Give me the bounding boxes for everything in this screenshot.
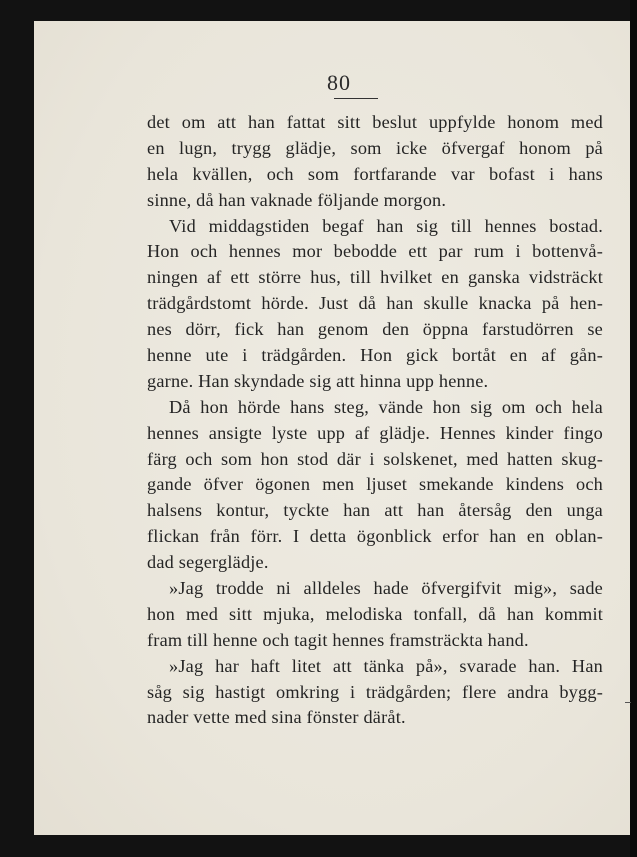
dark-background-edge bbox=[630, 0, 637, 857]
text-line: hennes ansigte lyste upp af glädje. Hennes kinder fingo bbox=[147, 422, 603, 443]
text-line: halsens kontur, tyckte han att han återsåg den unga bbox=[147, 500, 603, 521]
text-line: garne. Han skyndade sig att hinna upp henne. bbox=[147, 370, 489, 391]
text-line: hela kvällen, och som fortfarande var bofast i hans bbox=[147, 163, 603, 184]
margin-mark bbox=[625, 702, 631, 703]
text-line: nader vette med sina fönster däråt. bbox=[147, 707, 406, 728]
text-line: sinne, då han vaknade följande morgon. bbox=[147, 189, 447, 210]
page-number: 80 bbox=[327, 70, 351, 95]
text-line: ningen af ett större hus, till hvilket en ganska vidsträckt bbox=[147, 267, 603, 288]
page-number-rule bbox=[334, 98, 378, 99]
text-line: färg och som hon stod där i solskenet, med hatten skug- bbox=[147, 448, 603, 469]
body-text bbox=[147, 110, 603, 731]
text-line: trädgårdstomt hörde. Just då han skulle knacka på hen- bbox=[147, 293, 603, 314]
text-line: flickan från förr. I detta ögonblick erfor han en oblan- bbox=[147, 526, 603, 547]
text-line: nes dörr, fick han genom den öppna farstudörren se bbox=[147, 319, 603, 340]
text-line: Hon och hennes mor bebodde ett par rum i bottenvå- bbox=[147, 241, 603, 262]
text-line: gande öfver ögonen men ljuset smekande kindens och bbox=[147, 474, 603, 495]
text-line: Vid middagstiden begaf han sig till hennes bostad. bbox=[169, 215, 603, 236]
text-line: en lugn, trygg glädje, som icke öfvergaf honom på bbox=[147, 137, 603, 158]
text-line: »Jag har haft litet att tänka på», svarade han. Han bbox=[169, 655, 603, 676]
text-line: dad segerglädje. bbox=[147, 552, 269, 573]
text-line: Då hon hörde hans steg, vände hon sig om och hela bbox=[169, 396, 603, 417]
book-page bbox=[34, 21, 630, 835]
text-line: fram till henne och tagit hennes framsträckta hand. bbox=[147, 629, 529, 650]
text-line: »Jag trodde ni alldeles hade öfvergifvit mig», sade bbox=[169, 578, 603, 599]
text-line: henne ute i trädgården. Hon gick bortåt en af gån- bbox=[147, 345, 603, 366]
text-line: det om att han fattat sitt beslut uppfylde honom med bbox=[147, 112, 603, 132]
text-line: såg sig hastigt omkring i trädgården; flere andra bygg- bbox=[147, 681, 603, 702]
text-line: hon med sitt mjuka, melodiska tonfall, då han kommit bbox=[147, 603, 603, 624]
